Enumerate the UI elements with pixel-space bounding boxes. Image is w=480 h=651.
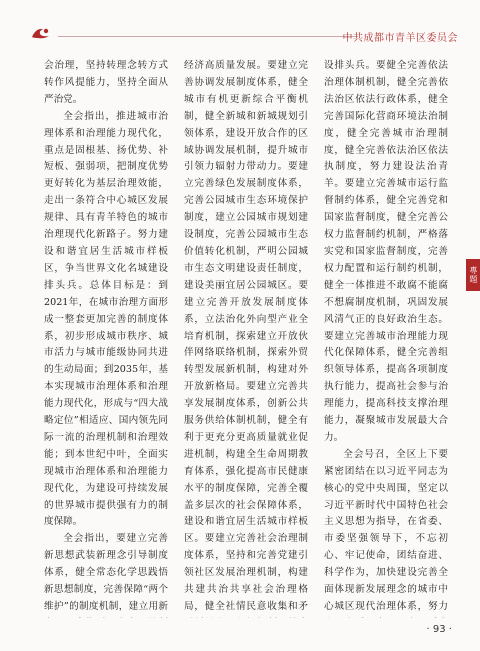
paragraph: 经济高质量发展。要建立完善协调发展制度体系，健全城市有机更新综合平衡机制，健全新城和新城规划引领体系，建设开放合作的区域协调发展机制，提升城市引领力辐射力带动力。要建立完善绿色发展制度体系，完善公园城市生态环境保护制度，建立公园城市规划建设制度，完善公园城市生态价值转化机制，严明公园城市生态文明建设责任制度，建设美丽宜居公园城区。要建立完善开放发展制度体系，立法治化外向型产业全培育机制，探索建立开放伙伴网络联络机制，探索外贸转型发展新机制，构建对外开放新格局。要建立完善共享发展制度体系，创新公共服务供给体制机制，健全有利于更充分更高质量就业促进机制，构建全生命周期教育体系，强化提高市民健康水平的制度保障，完善全覆盖多层次的社会保障体系，建设和谐宜居生活城市样板区。要建立完善社会治理制度体系，坚持和完善党建引领社区发展治理机制，构建共建共治共享社会治理格局，健全社情民意收集和矛 (184, 60, 308, 612)
text-column-2 (184, 58, 308, 618)
page-number: · 93 · (426, 624, 452, 635)
paragraph: 全会指出，推进城市治理体系和治理能力现代化，重点是固根基、扬优势、补短板、强弱项，把制度优势更好转化为基层治理效能，走出一条符合中心城区发展规律、具有青羊特色的城市治理现代化新路子。努力建设和谐宜居生活城市样板区，争当世界文化名城建设排头兵。总体目标是：到2021年，在城市治理方面形成一整套更加完善的制度体系，初步形成城市秩序、城市活力与城市能级协同共进的生动局面；到2035年，基本实现城市治理体系和治理能力现代化，形成与“四大战略定位”相适应、国内领先同际一流的治理机制和治理效能；到本世纪中叶，全面实现城市治理体系和治理能力现代化，为建设可持续发展的世界城市提供强有力的制度保障。 (44, 110, 168, 528)
text-column-3 (324, 58, 448, 618)
section-side-tab: 專題 (466, 259, 480, 291)
paragraph: 设排头兵。要健全完善依法治理体制机制，健全完善依法治区依法行政体系，健全完善国际化营商环境法治制度，健全完善城市治理制度，健全完善依法治区依法执制度，努力建设法治青羊。要建立完善城市运行监督制约体系，健全完善党和国家监督制度，健全完善公权力监督制约机制，严格落实党和国家监督制度，完善权力配置和运行制约机制，健全一体推进不敢腐不能腐不想腐制度机制，巩固发展风清气正的良好政治生态。要建立完善城市治理能力现代化保障体系，健全完善组织领导体系，提高各项制度执行能力，提高社会参与治理能力，提高科技支撑治理能力，凝聚城市发展最大合力。 (324, 60, 448, 443)
party-logo-icon (30, 26, 52, 40)
article-columns (44, 58, 448, 618)
header-title: 中共成都市青羊区委员会 (342, 33, 458, 44)
paragraph: 全会指出，要建立完善新思想武装新理念引导制度体系，健全常态化学思践悟新思想制度，完善保障“两个维护”的制度机制，建立用新 (44, 533, 168, 612)
header-rule (58, 36, 358, 37)
text-column-1 (44, 58, 168, 618)
paragraph: 全会号召，全区上下要紧密团结在以习近平同志为核心的党中央周围，坚定以习近平新时代中国特色社会主义思想为指导，在省委、市委坚强领导下，不忘初心、牢记使命，团结奋进、科学作为，加快建设完善全面体现新发展理念的城市中心城区现代治理体系，努力 (324, 448, 448, 612)
page-header (0, 0, 480, 46)
paragraph: 会治理，坚持转理念转方式转作风提能力，坚持全面从严治党。 (44, 60, 168, 105)
